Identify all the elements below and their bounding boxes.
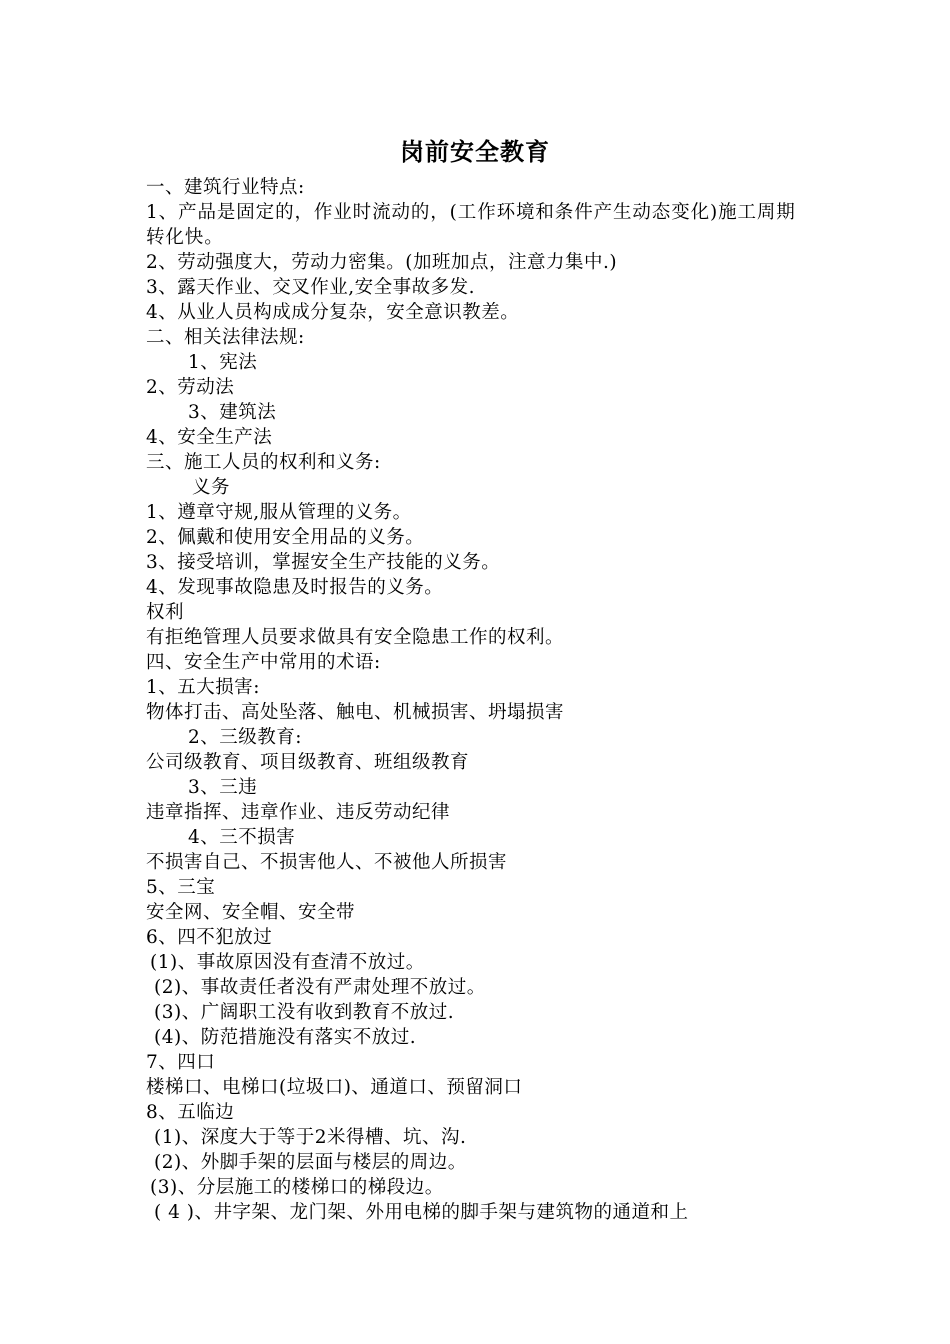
- list-item: 4、三不损害: [188, 827, 296, 848]
- paragraph: 公司级教育、项目级教育、班组级教育: [146, 752, 470, 773]
- paragraph: 安全网、安全帽、安全带: [146, 902, 356, 923]
- sub-list-item: (2)、外脚手架的层面与楼层的周边。: [154, 1152, 467, 1173]
- list-item: 2、劳动法: [146, 377, 235, 398]
- list-item: 3、三违: [188, 777, 258, 798]
- subheading: 权利: [146, 602, 185, 623]
- paragraph: 楼梯口、电梯口(垃圾口)、通道口、预留洞口: [146, 1077, 523, 1098]
- list-item: 7、四口: [146, 1052, 216, 1073]
- list-item: 5、三宝: [146, 877, 216, 898]
- sub-list-item: (1)、深度大于等于2米得槽、坑、沟.: [154, 1127, 467, 1148]
- list-item: 1、五大损害:: [146, 677, 261, 698]
- section-heading: 三、施工人员的权利和义务:: [146, 452, 381, 473]
- list-item: 1、宪法: [188, 352, 258, 373]
- paragraph: 违章指挥、违章作业、违反劳动纪律: [146, 802, 451, 823]
- paragraph: 1、产品是固定的，作业时流动的，(工作环境和条件产生动态变化)施工周期转化快。: [146, 202, 796, 248]
- subheading: 义务: [192, 477, 231, 498]
- list-item: 3、建筑法: [188, 402, 277, 423]
- list-item: 4、从业人员构成成分复杂，安全意识教差。: [146, 302, 520, 323]
- page-title: 岗前安全教育: [400, 137, 550, 166]
- list-item: 6、四不犯放过: [146, 927, 273, 948]
- document-body: [146, 175, 811, 1225]
- sub-list-item: (1)、事故原因没有查清不放过。: [150, 952, 425, 973]
- list-item: 8、五临边: [146, 1102, 235, 1123]
- sub-list-item: (4)、防范措施没有落实不放过.: [154, 1027, 417, 1048]
- list-item: 1、遵章守规,服从管理的义务。: [146, 502, 412, 523]
- list-item: 4、发现事故隐患及时报告的义务。: [146, 577, 444, 598]
- list-item: 2、劳动强度大，劳动力密集。(加班加点，注意力集中.): [146, 252, 618, 273]
- paragraph: 有拒绝管理人员要求做具有安全隐患工作的权利。: [146, 627, 565, 648]
- section-heading: 二、相关法律法规:: [146, 327, 305, 348]
- section-heading: 四、安全生产中常用的术语:: [146, 652, 381, 673]
- list-item: 2、佩戴和使用安全用品的义务。: [146, 527, 425, 548]
- list-item: 3、露天作业、交叉作业,安全事故多发.: [146, 277, 476, 298]
- sub-list-item: (2)、事故责任者没有严肃处理不放过。: [154, 977, 486, 998]
- paragraph: 不损害自己、不损害他人、不被他人所损害: [146, 852, 508, 873]
- sub-list-item: (3)、分层施工的楼梯口的梯段边。: [150, 1177, 444, 1198]
- list-item: 3、接受培训，掌握安全生产技能的义务。: [146, 552, 501, 573]
- paragraph: 物体打击、高处坠落、触电、机械损害、坍塌损害: [146, 702, 565, 723]
- sub-list-item: (3)、广阔职工没有收到教育不放过.: [154, 1002, 455, 1023]
- sub-list-item: ( 4 )、井字架、龙门架、外用电梯的脚手架与建筑物的通道和上: [154, 1202, 689, 1223]
- list-item: 4、安全生产法: [146, 427, 273, 448]
- list-item: 2、三级教育:: [188, 727, 303, 748]
- section-heading: 一、建筑行业特点:: [146, 177, 305, 198]
